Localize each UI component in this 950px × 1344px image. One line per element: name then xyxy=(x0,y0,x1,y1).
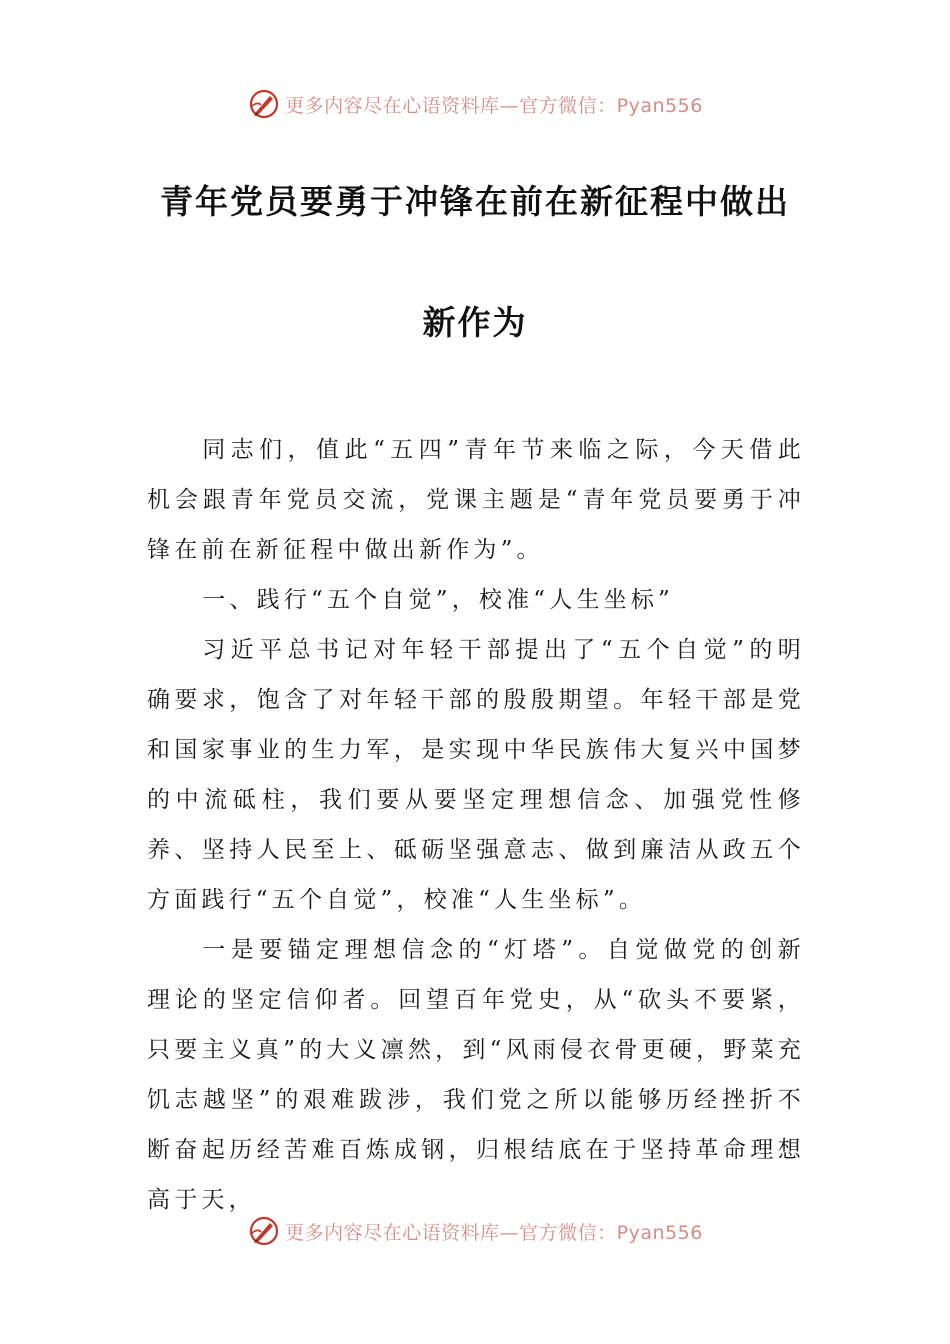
document-body xyxy=(147,425,805,1225)
wechat-id: Pyan556 xyxy=(616,1221,703,1244)
paragraph-five-consciousness: 习近平总书记对年轻干部提出了“五个自觉”的明确要求，饱含了对年轻干部的殷殷期望。年轻干部是党和国家事业的生力军，是实现中华民族伟大复兴中国梦的中流砥柱，我们要从要坚定理想信念、加强党性修养、坚持人民至上、砥砺坚强意志、做到廉洁从政五个方面践行“五个自觉”，校准“人生坐标”。 xyxy=(147,637,805,913)
pen-logo-icon xyxy=(247,87,281,121)
pen-logo-icon xyxy=(247,1214,281,1248)
section-heading-1: 一、践行“五个自觉”，校准“人生坐标” xyxy=(202,587,675,613)
paragraph-ideals: 一是要锚定理想信念的“灯塔”。自觉做党的创新理论的坚定信仰者。回望百年党史，从“砍头不要紧，只要主义真”的大义凛然，到“风雨侵衣骨更硬，野菜充饥志越坚”的艰难跋涉，我们党之所以能够历经挫折不断奋起历经苦难百炼成钢，归根结底在于坚持革命理想高于天， xyxy=(147,937,805,1213)
paragraph-intro: 同志们，值此“五四”青年节来临之际，今天借此机会跟青年党员交流，党课主题是“青年党员要勇于冲锋在前在新征程中做出新作为”。 xyxy=(147,437,805,563)
promo-text xyxy=(285,1218,703,1245)
promo-text xyxy=(285,91,703,118)
header-banner xyxy=(0,84,950,124)
promo-label: 更多内容尽在心语资料库—官方微信： xyxy=(285,94,617,117)
wechat-id: Pyan556 xyxy=(616,94,703,117)
footer-banner xyxy=(0,1211,950,1251)
promo-label: 更多内容尽在心语资料库—官方微信： xyxy=(285,1221,617,1244)
document-title-line-2: 新作为 xyxy=(422,303,528,342)
document-title-line-1: 青年党员要勇于冲锋在前在新征程中做出 xyxy=(160,182,790,221)
